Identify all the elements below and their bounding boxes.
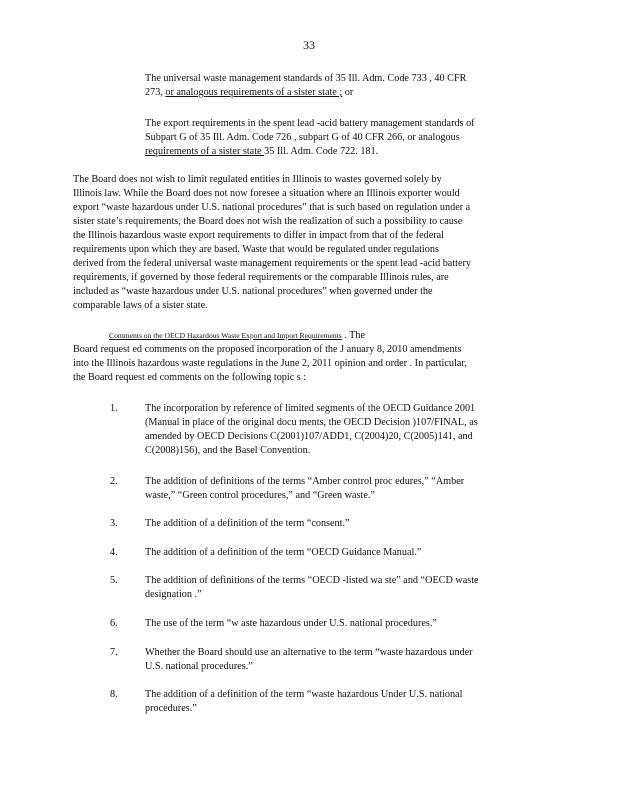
list-item-line: (Manual in place of the original docu ments, the OECD Decision )107/FINAL, as bbox=[145, 417, 478, 428]
quote2-line3-end: 35 Ill. Adm. Code 722. 181. bbox=[264, 146, 379, 157]
quote2-inserted-text: requirements of a sister state bbox=[145, 146, 265, 157]
quote1-line2-start: 273, bbox=[145, 87, 166, 98]
list-item-line: The addition of a definition of the term “waste hazardous Under U.S. national bbox=[145, 689, 463, 700]
para1-line: Illinois law. While the Board does not now foresee a situation where an Illinois exporter would bbox=[73, 188, 460, 199]
list-item-number: 5. bbox=[110, 575, 118, 586]
para2-heading-line bbox=[109, 329, 365, 343]
list-item-line: U.S. national procedures.” bbox=[145, 661, 253, 672]
list-item-line: C(2008)156), and the Basel Convention. bbox=[145, 445, 311, 456]
para1-line: The Board does not wish to limit regulated entities in Illinois to wastes governed solely by bbox=[73, 174, 442, 185]
quote1-inserted-text: or analogous requirements of a sister state ; bbox=[165, 87, 343, 98]
para2-line: the Board request ed comments on the following topic s : bbox=[73, 372, 307, 383]
list-item-line: The use of the term “w aste hazardous under U.S. national procedures.” bbox=[145, 618, 437, 629]
quote1-line2 bbox=[145, 86, 353, 100]
quote2-line1: The export requirements in the spent lead -acid battery management standards of bbox=[145, 118, 475, 129]
para2-line: Board request ed comments on the proposed incorporation of the J anuary 8, 2010 amendments bbox=[73, 344, 462, 355]
list-item-number: 8. bbox=[110, 689, 118, 700]
para1-line: requirements, if governed by those federal requirements or the comparable Illinois rules, are bbox=[73, 272, 449, 283]
list-item-line: amended by OECD Decisions C(2001)107/ADD1, C(2004)20, C(2005)141, and bbox=[145, 431, 473, 442]
list-item-number: 1. bbox=[110, 403, 118, 414]
page-number: 33 bbox=[303, 38, 315, 52]
list-item-line: designation .” bbox=[145, 589, 202, 600]
list-item-line: waste,” “Green control procedures,” and “Green waste.” bbox=[145, 490, 375, 501]
list-item-line: The addition of definitions of the terms “OECD -listed wa ste” and “OECD waste bbox=[145, 575, 479, 586]
list-item-line: The incorporation by reference of limited segments of the OECD Guidance 2001 bbox=[145, 403, 476, 414]
para2-line: into the Illinois hazardous waste regulations in the June 2, 2011 opinion and order . In particular, bbox=[73, 358, 467, 369]
list-item-line: The addition of a definition of the term “OECD Guidance Manual.” bbox=[145, 547, 422, 558]
list-item-number: 6. bbox=[110, 618, 118, 629]
para1-line: derived from the federal universal waste management requirements or the spent lead -acid battery bbox=[73, 258, 471, 269]
section-heading-tail: . The bbox=[341, 330, 366, 341]
quote2-line2: Subpart G of 35 Ill. Adm. Code 726 , subpart G of 40 CFR 266, or analogous bbox=[145, 132, 460, 143]
para1-line: included as “waste hazardous under U.S. national procedures” when governed under the bbox=[73, 286, 433, 297]
quote1-line2-end: or bbox=[342, 87, 354, 98]
quote1-line1: The universal waste management standards of 35 Ill. Adm. Code 733 , 40 CFR bbox=[145, 73, 467, 84]
list-item-line: Whether the Board should use an alternative to the term “waste hazardous under bbox=[145, 647, 473, 658]
list-item-line: procedures.” bbox=[145, 703, 197, 714]
list-item-number: 7. bbox=[110, 647, 118, 658]
list-item-line: The addition of a definition of the term “consent.” bbox=[145, 518, 350, 529]
para1-line: export “waste hazardous under U.S. national procedures” that is such based on regulation under a bbox=[73, 202, 471, 213]
para1-line: comparable laws of a sister state. bbox=[73, 300, 208, 311]
para1-line: requirements upon which they are based. Waste that would be regulated under regulations bbox=[73, 244, 439, 255]
para1-line: the Illinois hazardous waste export requirements to differ in impact from that of the federal bbox=[73, 230, 444, 241]
list-item-number: 2. bbox=[110, 476, 118, 487]
quote2-line3 bbox=[145, 145, 378, 159]
list-item-number: 4. bbox=[110, 547, 118, 558]
para1-line: sister state’s requirements, the Board does not wish the realization of such a possibility to cause bbox=[73, 216, 463, 227]
section-heading: Comments on the OECD Hazardous Waste Export and Import Requirements bbox=[109, 331, 342, 340]
list-item-line: The addition of definitions of the terms “Amber control proc edures,” “Amber bbox=[145, 476, 465, 487]
list-item-number: 3. bbox=[110, 518, 118, 529]
